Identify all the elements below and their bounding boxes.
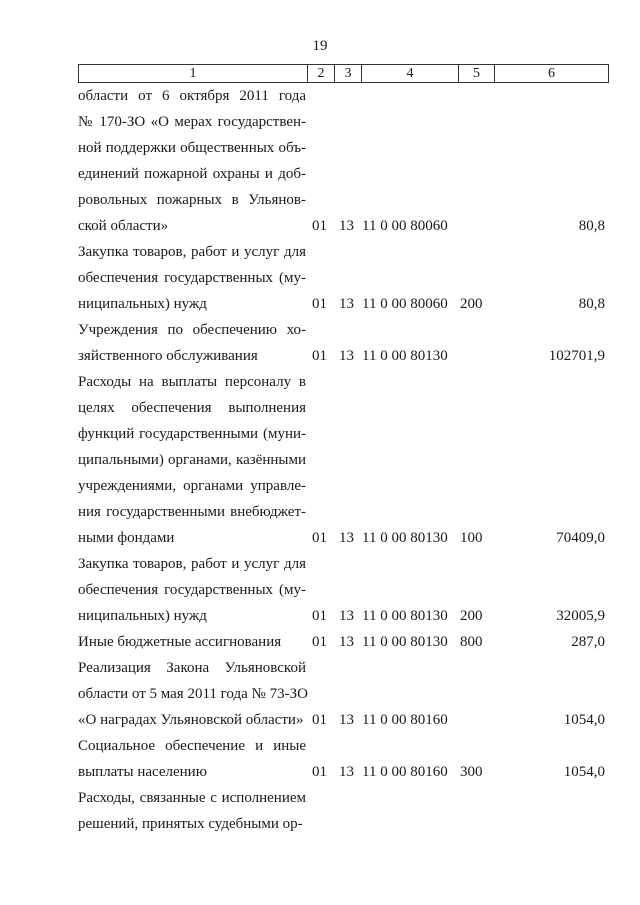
target-article-code: 11 0 00 80060: [362, 296, 448, 312]
description-line: единений пожарной охраны и доб-: [78, 166, 306, 182]
expense-type-code: [456, 785, 494, 837]
expense-type-code: 200: [460, 608, 483, 624]
description-line: ципальными) органами, казёнными: [78, 452, 306, 468]
row-description: [78, 83, 306, 239]
target-article-code: 11 0 00 80130: [362, 608, 448, 624]
expense-type-code: 800: [460, 634, 483, 650]
row-description: [78, 239, 306, 317]
description-line: ской области»: [78, 218, 169, 234]
page-number: 19: [312, 38, 328, 54]
amount: 1054,0: [563, 712, 605, 728]
table-row: [78, 655, 609, 733]
amount: 102701,9: [548, 348, 605, 364]
budget-table-body: [78, 83, 609, 837]
description-line: ниципальных) нужд: [78, 608, 207, 624]
description-line: Закупка товаров, работ и услуг для: [78, 556, 306, 572]
subsection-code: 13: [339, 348, 354, 364]
chapter-code: 01: [312, 348, 327, 364]
description-line: выплаты населению: [78, 764, 207, 780]
description-line: зяйственного обслуживания: [78, 348, 258, 364]
budget-table: [78, 83, 609, 837]
chapter-code: 01: [312, 218, 327, 234]
subsection-code: 13: [339, 764, 354, 780]
amount: [494, 785, 609, 837]
description-line: решений, принятых судебными ор-: [78, 816, 303, 832]
table-row: [78, 239, 609, 317]
description-line: области от 6 октября 2011 года: [78, 88, 306, 104]
header-col-1: 1: [189, 66, 197, 81]
expense-type-code: 300: [460, 764, 483, 780]
chapter-code: 01: [312, 296, 327, 312]
description-line: обеспечения государственных (му-: [78, 270, 306, 286]
subsection-code: 13: [339, 530, 354, 546]
chapter-code: 01: [312, 608, 327, 624]
expense-type-code: [456, 317, 494, 369]
row-description: [78, 629, 306, 655]
expense-type-code: 200: [460, 296, 483, 312]
description-line: функций государственными (муни-: [78, 426, 306, 442]
description-line: Иные бюджетные ассигнования: [78, 634, 282, 650]
chapter-code: 01: [312, 712, 327, 728]
description-line: Закупка товаров, работ и услуг для: [78, 244, 306, 260]
description-line: Расходы на выплаты персоналу в: [78, 374, 306, 390]
row-description: [78, 551, 306, 629]
target-article-code: 11 0 00 80160: [362, 712, 448, 728]
target-article-code: 11 0 00 80130: [362, 634, 448, 650]
subsection-code: 13: [339, 608, 354, 624]
description-line: целях обеспечения выполнения: [78, 400, 306, 416]
amount: 80,8: [578, 218, 605, 234]
chapter-code: 01: [312, 530, 327, 546]
target-article-code: [360, 785, 456, 837]
subsection-code: 13: [339, 296, 354, 312]
header-col-6: 6: [548, 66, 555, 81]
row-description: [78, 317, 306, 369]
amount: 80,8: [578, 296, 605, 312]
description-line: ниципальных) нужд: [78, 296, 207, 312]
table-row: [78, 629, 609, 655]
description-line: Социальное обеспечение и иные: [78, 738, 306, 754]
header-col-3: 3: [344, 66, 352, 81]
description-line: обеспечения государственных (му-: [78, 582, 306, 598]
row-description: [78, 785, 306, 837]
subsection-code: 13: [339, 634, 354, 650]
amount: 1054,0: [563, 764, 605, 780]
amount: 287,0: [571, 634, 605, 650]
table-row: [78, 785, 609, 837]
row-description: [78, 733, 306, 785]
chapter-code: 01: [312, 634, 327, 650]
description-line: ными фондами: [78, 530, 175, 546]
subsection-code: [333, 785, 360, 837]
description-line: Расходы, связанные с исполнением: [78, 790, 306, 806]
expense-type-code: [456, 655, 494, 733]
table-row: [78, 551, 609, 629]
description-line: ной поддержки общественных объ-: [78, 140, 306, 156]
subsection-code: 13: [339, 712, 354, 728]
row-description: [78, 655, 306, 733]
target-article-code: 11 0 00 80130: [362, 530, 448, 546]
table-header: [78, 64, 609, 83]
description-line: ровольных пожарных в Ульянов-: [78, 192, 306, 208]
description-line: области от 5 мая 2011 года № 73-ЗО: [78, 686, 308, 702]
header-col-4: 4: [406, 66, 414, 81]
target-article-code: 11 0 00 80160: [362, 764, 448, 780]
expense-type-code: [456, 83, 494, 239]
amount: 70409,0: [556, 530, 605, 546]
header-col-5: 5: [473, 66, 480, 81]
description-line: Реализация Закона Ульяновской: [78, 660, 306, 676]
amount: 32005,9: [556, 608, 605, 624]
table-row: [78, 83, 609, 239]
description-line: Учреждения по обеспечению хо-: [78, 322, 306, 338]
subsection-code: 13: [339, 218, 354, 234]
expense-type-code: 100: [460, 530, 483, 546]
description-line: № 170-ЗО «О мерах государствен-: [78, 114, 306, 130]
header-col-2: 2: [317, 66, 325, 81]
row-description: [78, 369, 306, 551]
table-row: [78, 317, 609, 369]
chapter-code: [306, 785, 333, 837]
chapter-code: 01: [312, 764, 327, 780]
table-row: [78, 733, 609, 785]
table-row: [78, 369, 609, 551]
description-line: «О наградах Ульяновской области»: [78, 712, 304, 728]
description-line: ния государственными внебюджет-: [78, 504, 306, 520]
target-article-code: 11 0 00 80130: [362, 348, 448, 364]
scan-noise: . . . . . . . . . . . . . . . . .: [0, 8, 462, 14]
description-line: учреждениями, органами управле-: [78, 478, 306, 494]
target-article-code: 11 0 00 80060: [362, 218, 448, 234]
